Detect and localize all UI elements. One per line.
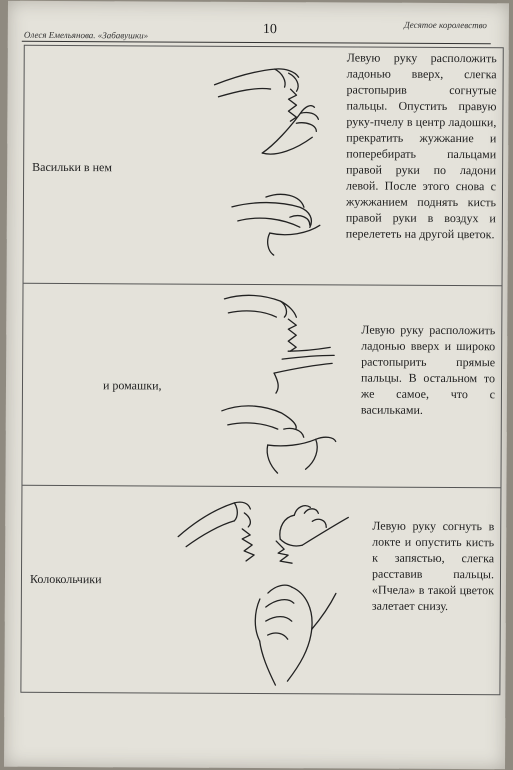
page-number: 10 — [262, 22, 277, 38]
header-rule — [22, 41, 491, 44]
book-page — [4, 1, 509, 770]
verse-line: Колокольчики — [29, 571, 102, 587]
hand-gesture-illustration — [204, 57, 335, 258]
gesture-description: Левую руку согнуть в локте и опустить кисть к запястью, слегка расставив пальцы. «Пчела» в такой цветок залетает снизу. — [371, 518, 495, 614]
table-row — [21, 486, 500, 696]
verse-line: и ромашки, — [102, 378, 162, 393]
instruction-table — [20, 45, 503, 696]
running-header-section: Десятое королевство — [403, 19, 487, 31]
hand-gesture-illustration — [217, 289, 348, 486]
running-header-author: Олеся Емельянова. «Забавушки» — [23, 29, 149, 41]
hand-gesture-illustration — [171, 489, 352, 690]
gesture-description: Левую руку расположить ладонью вверх и широко растопырить прямые пальцы. В остальном то же самое, что с васильками. — [360, 322, 496, 417]
gesture-description: Левую руку расположить ладонью вверх, слегка растопырив согнутые пальцы. Опустить правую руку-пчелу в центр ладошки, прекратить жужжание и поперебирать пальцами правой руки по ладони левой. После этого снова с жужжанием поднять кисть правой руки в воздух и перелететь на другой цветок. — [345, 50, 497, 242]
verse-line: Васильки в нем — [32, 159, 112, 175]
table-row — [22, 284, 501, 489]
table-row — [24, 46, 503, 286]
